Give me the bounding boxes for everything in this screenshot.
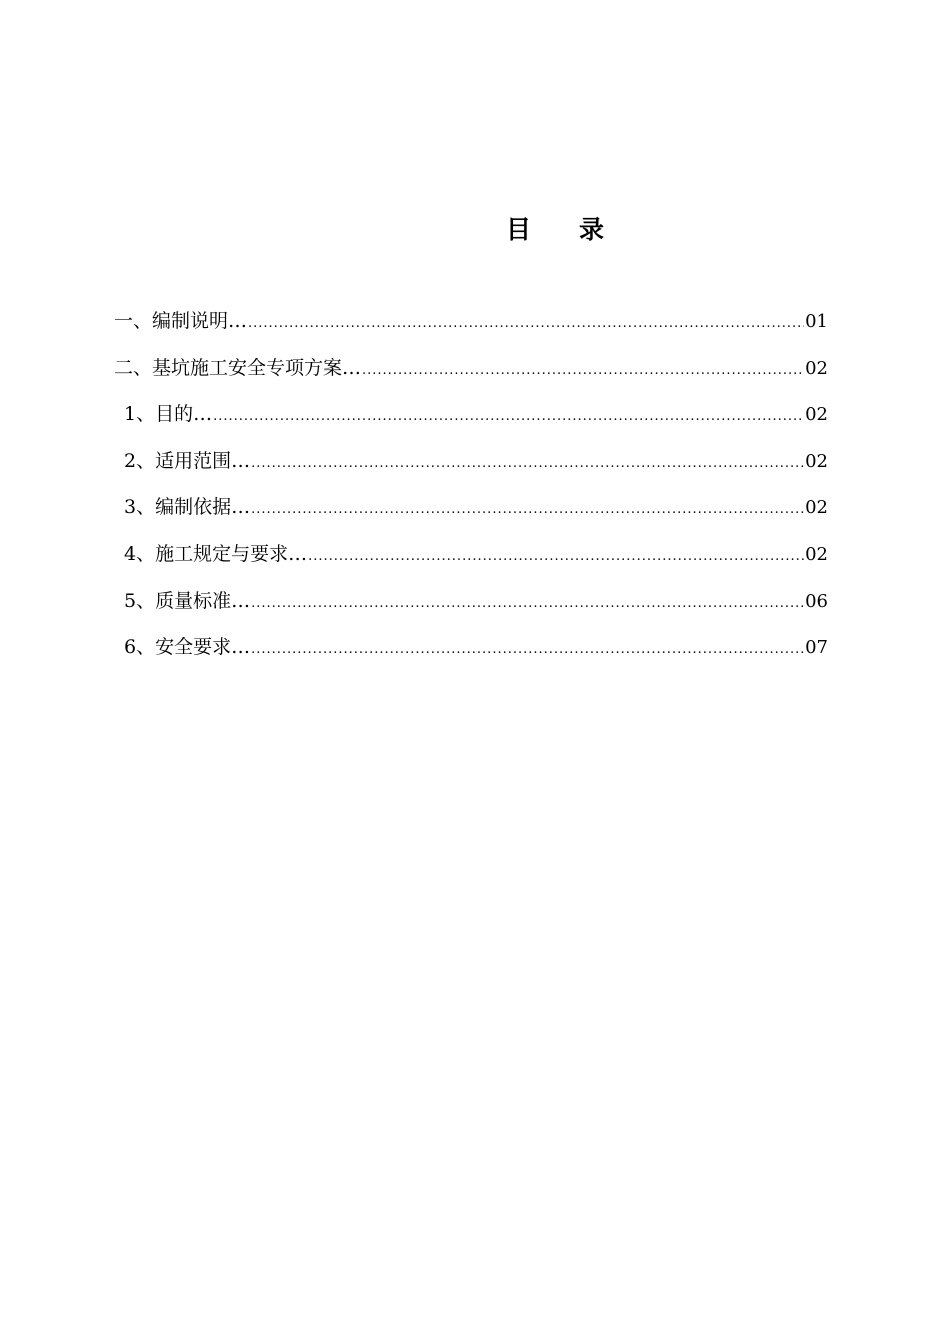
toc-dot-leader	[362, 354, 804, 388]
toc-dot-leader	[308, 540, 804, 574]
toc-entry-page: 02	[805, 357, 828, 379]
toc-entry-page: 01	[805, 311, 828, 332]
toc-entry-page: 02	[805, 497, 828, 519]
toc-entry[interactable]	[114, 490, 828, 537]
toc-entry[interactable]	[114, 444, 828, 491]
toc-entry-label: 一、编制说明…	[114, 310, 248, 332]
toc-entry-label: 2、适用范围…	[124, 449, 251, 472]
toc-title	[0, 212, 950, 248]
toc-entry-page: 02	[805, 543, 828, 565]
toc-entry[interactable]	[114, 304, 828, 351]
toc-dot-leader	[251, 493, 804, 527]
toc-dot-leader	[248, 307, 804, 341]
toc-dot-leader	[251, 447, 804, 481]
toc-entry[interactable]	[114, 351, 828, 398]
toc-dot-leader	[251, 633, 804, 667]
toc-title-char-1: 目	[505, 215, 531, 244]
toc-entry-page: 06	[805, 590, 828, 612]
toc-entry-page: 02	[805, 404, 828, 426]
toc-entry[interactable]	[114, 537, 828, 584]
toc-entry-label: 4、施工规定与要求…	[124, 542, 308, 565]
toc-entry-label: 5、质量标准…	[124, 589, 251, 612]
toc-entry-label: 6、安全要求…	[124, 636, 251, 659]
toc-entry-page: 07	[805, 637, 828, 659]
toc-entry-label: 二、基坑施工安全专项方案…	[114, 356, 362, 379]
toc-entry-page: 02	[805, 450, 828, 472]
toc-entry[interactable]	[114, 630, 828, 677]
toc-entry[interactable]	[114, 397, 828, 444]
toc-dot-leader	[213, 400, 804, 434]
toc-entry[interactable]	[114, 584, 828, 631]
toc-entry-label: 1、目的…	[124, 403, 213, 426]
toc-dot-leader	[251, 587, 804, 621]
toc-entry-label: 3、编制依据…	[124, 496, 251, 519]
toc-title-char-2: 录	[579, 215, 605, 244]
toc-list	[114, 304, 828, 677]
